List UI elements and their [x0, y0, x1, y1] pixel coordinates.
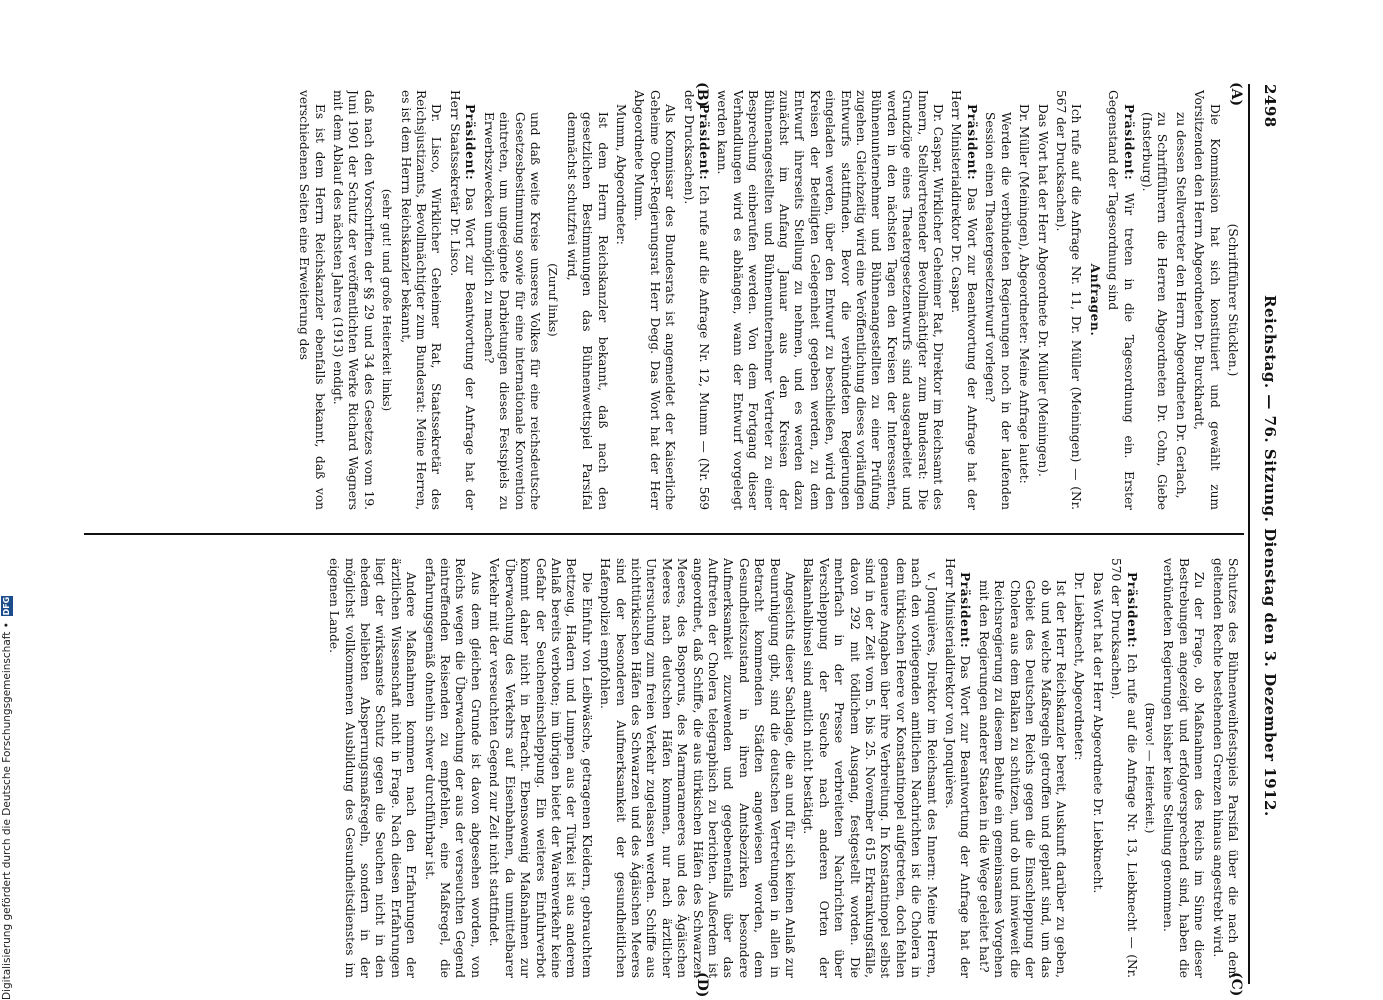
page-title: Reichstag. — 76. Sitzung. Dienstag den 3. Dezember 1912.	[1261, 295, 1279, 817]
paragraph: Das Wort hat der Herr Abgeordnete Dr. Liebknecht.	[1090, 572, 1105, 894]
interjection: (sehr gut! und große Heiterkeit links)	[380, 188, 395, 412]
section-heading: Anfragen.	[1087, 263, 1102, 337]
paragraph: Die Kommission hat sich konstituiert und gewählt zum Vorsitzenden den Herrn Abgeordneten Dr. Burckhardt,	[1192, 90, 1222, 510]
paragraph: Zu der Frage, ob Maßnahmen des Reichs im Sinne dieser Bestrebungen angezeigt und erfolgversprechend sind, haben die verbündeten Regierungen bisher keine Stellung genommen.	[1161, 558, 1207, 978]
paragraph: Es ist dem Herrn Reichskanzler ebenfalls bekannt, daß von verschiedenen Seiten eine Erweiterung des	[297, 90, 327, 510]
paragraph: Die Einfuhr von Leibwäsche, getragenen Kleidern, gebrauchtem Bettzeug, Hadern und Lumpen aus der Türkei ist aus anderem Anlaß bereits verboten; im übrigen bietet der Warenverkehr keine Gefahr der Seucheneinschleppung. Ein weiteres Einfuhrverbot kommt daher nicht in Betracht. Ebensowenig Maßnahmen zur Überwachung des Verkehrs auf Eisenbahnen, da unmittelbarer Verkehr mit der verseuchten Gegend zur Zeit nicht stattfindet.	[487, 558, 594, 978]
paragraph: zu dessen Stellvertreter den Herrn Abgeordneten Dr. Gerlach,	[1173, 112, 1188, 499]
paragraph	[948, 90, 979, 510]
margin-marker-a: (A)	[1228, 82, 1244, 107]
paragraph: Dr. Müller (Meiningen), Abgeordneter: Meine Anfrage lautet:	[1017, 104, 1032, 484]
paragraph-text: Das Wort zur Beantwortung der Anfrage hat der Herr Ministerialdirektor von Jonquières.	[943, 558, 973, 978]
paragraph: Dr. Caspar, Wirklicher Geheimer Rat, Direktor im Reichsamt des Innern, Stellvertretender Bevollmächtigter zum Bundesrat: Die Grundzüge eines Theatergesetzentwurfs sind ausgearbeitet und werden in den nächsten Tagen den Kreisen der Interessenten, Bühnenunternehmer und Bühnenangestellten zu einer Prüfung zugehen. Gleichzeitig wird eine Veröffentlichung dieses vorläufigen Entwurfs stattfinden. Bevor die verbündeten Regierungen eingeladen werden, über den Entwurf zu beschließen, wird den Kreisen der Beteiligten Gelegenheit gegeben werden, zu dem Entwurf ihrerseits Stellung zu nehmen, und es werden dazu zunächst im Anfang Januar aus den Kreisen der Bühnenangestellten und Bühnenunternehmer Vertreter zu einer Besprechung einberufen werden. Von dem Fortgang dieser Verhandlungen wird es abhängen, wann der Entwurf vorgelegt werden kann.	[715, 90, 946, 510]
dfg-logo: DFG	[2, 596, 11, 616]
running-head	[1250, 84, 1290, 984]
paragraph	[680, 90, 711, 510]
paragraph	[447, 90, 478, 510]
paragraph-text: Ich rufe auf die Anfrage Nr. 13, Liebknecht — (Nr. 570 der Drucksachen).	[1109, 558, 1139, 978]
paragraph	[942, 558, 973, 978]
rotated-page	[70, 82, 1290, 998]
paragraph: Dr. Liebknecht, Abgeordneter:	[1072, 572, 1087, 761]
footer-text: Digitalisierung gefördert durch die Deutsche Forschungsgemeinschaft •	[1, 622, 13, 1000]
paragraph: Werden die verbündeten Regierungen noch in der laufenden Session einen Theatergesetzentwurf vorlegen?	[983, 112, 1013, 510]
speaker-label: Präsident:	[958, 572, 973, 649]
column-divider	[84, 533, 1244, 535]
margin-marker-c: (C)	[1228, 972, 1244, 997]
paragraph: Schutzes des Bühnenweihfestspiels Parsifal über die nach dem geltenden Rechte bestehenden Grenzen hinaus angestrebt wird.	[1210, 558, 1240, 978]
paragraph: Aus dem gleichen Grunde ist davon abgesehen worden, von Reichs wegen die Überwachung der aus der verseuchten Gegend eintreffenden Reisenden zu empfehlen, eine Maßregel, die erfahrungsgemäß ohnehin schwer durchführbar ist.	[422, 558, 483, 978]
paragraph: Ich rufe auf die Anfrage Nr. 11, Dr. Müller (Meiningen) — (Nr. 567 der Drucksachen).	[1053, 90, 1084, 510]
paragraph: daß nach den Vorschriften der §§ 29 und 34 des Gesetzes vom 19. Juni 1901 der Schutz der veröffentlichten Werke Richard Wagners mit dem Ablauf des nächsten Jahres (1913) endigt.	[331, 90, 376, 510]
paragraph-text: Ich rufe auf die Anfrage Nr. 12, Mumm — (Nr. 569 der Drucksachen).	[681, 90, 711, 510]
paragraph: v. Jonquières, Direktor im Reichsamt des Innern: Meine Herren, nach den vorliegenden amtlichen Nachrichten ist die Cholera in dem türkischen Heere vor Konstantinopel aufgetreten, doch fehlen genauere Angaben über ihre Verbreitung. In Konstantinopel selbst sind in der Zeit vom 5. bis 25. November 615 Erkrankungsfälle, davon 292 mit tödlichem Ausgang, festgestellt worden. Die mehrfach in der Presse verbreiteten Nachrichten über Verschleppung der Seuche nach anderen Orten der Balkanhalbinsel sind amtlich nicht bestätigt.	[801, 558, 939, 978]
paragraph: Mumm, Abgeordneter:	[613, 104, 628, 245]
paragraph: zu Schriftführern die Herren Abgeordneten Dr. Cohn, Giebe (Insterburg).	[1139, 112, 1170, 510]
paragraph	[1105, 90, 1136, 510]
paragraph: Das Wort hat der Herr Abgeordnete Dr. Müller (Meiningen).	[1035, 104, 1050, 477]
speaker-label: Präsident:	[1121, 104, 1136, 181]
left-column	[90, 90, 1240, 510]
paragraph: Dr. Lisco, Wirklicher Geheimer Rat, Staatssekretär des Reichsjustizamts, Bevollmächtigter zum Bundesrat: Meine Herren, es ist dem Herrn Reichskanzler bekannt,	[398, 90, 444, 510]
right-column	[90, 558, 1240, 978]
speaker-label: Präsident:	[463, 104, 478, 181]
interjection: (Zuruf links)	[546, 263, 561, 337]
margin-marker-d: (D)	[694, 972, 710, 998]
paragraph: Als Kommissar des Bundesrats ist angemeldet der Kaiserliche Geheime Ober-Regierungsrat Herr Degg. Das Wort hat der Herr Abgeordnete Mumm.	[632, 90, 678, 510]
speaker-label: Präsident:	[697, 104, 711, 181]
interjection: (Bravo! — Heiterkeit.)	[1142, 702, 1157, 834]
paragraph-text: Das Wort zur Beantwortung der Anfrage hat der Herr Ministerialdirektor Dr. Caspar.	[949, 90, 979, 510]
paragraph: Ist dem Herrn Reichskanzler bekannt, daß nach den gesetzlichen Bestimmungen das Bühnenwettspiel Parsifal demnächst schutzfrei wird,	[564, 112, 610, 510]
paragraph: Angesichts dieser Sachlage, die an und für sich keinen Anlaß zur Beunruhigung gibt, sind die deutschen Vertretungen in allen in Betracht kommenden Städten angewiesen worden, dem Gesundheitszustand in ihren Amtsbezirken besondere Aufmerksamkeit zuzuwenden und gegebenenfalls über das Auftreten der Cholera telegraphisch zu berichten. Außerdem ist angeordnet, daß Schiffe, die aus türkischen Häfen des Schwarzen Meeres, des Bosporus, des Marmarameeres und des Ägäischen Meeres nach deutschen Häfen kommen, nur nach ärztlicher Untersuchung zum freien Verkehr zugelassen werden. Schiffe aus nichttürkischen Häfen des Schwarzen und des Ägäischen Meeres sind der besonderen Aufmerksamkeit der gesundheitlichen Hafenpolizei empfohlen.	[598, 558, 798, 978]
header-rule	[1248, 84, 1250, 984]
digitization-footer	[0, 0, 14, 1000]
speaker-label: Präsident:	[1124, 572, 1139, 649]
paragraph: (Schriftführer Stücklen.)	[1226, 223, 1240, 377]
paragraph: Ist der Herr Reichskanzler bereit, Auskunft darüber zu geben, ob und welche Maßregeln getroffen und geplant sind, um das Gebiet des Deutschen Reichs gegen die Einschleppung der Cholera aus dem Balkan zu schützen, und ob und inwieweit die Reichsregierung zu diesem Behufe ein gemeinsames Vorgehen mit den Regierungen anderer Staaten in die Wege geleitet hat?	[976, 580, 1068, 978]
paragraph-text: Wir treten in die Tagesordnung ein. Erster Gegenstand der Tagesordnung sind	[1106, 90, 1136, 510]
paragraph: Andere Maßnahmen kommen nach den Erfahrungen der ärztlichen Wissenschaft nicht in Frage. Nach diesen Erfahrungen liegt der wirksamste Schutz gegen die Seuchen nicht in den ehedem beliebten Absperrungsmaßregeln, sondern in der möglichst vollkommenen Ausbildung des Gesundheitsdienstes im eigenen Lande.	[327, 558, 419, 978]
paragraph: und daß weite Kreise unseres Volkes für eine reichsdeutsche Gesetzesbestimmung sowie für eine internationale Konvention eintreten, um ungeeignete Darbietungen dieses Festspiels zu Erwerbszwecken unmöglich zu machen?	[481, 112, 542, 510]
margin-marker-b: (B)	[694, 82, 710, 108]
paragraph-text: Das Wort zur Beantwortung der Anfrage hat der Herr Staatssekretär Dr. Lisco.	[447, 90, 478, 510]
speaker-label: Präsident:	[964, 104, 979, 181]
paragraph	[1108, 558, 1139, 978]
page-number: 2498	[1261, 84, 1279, 128]
